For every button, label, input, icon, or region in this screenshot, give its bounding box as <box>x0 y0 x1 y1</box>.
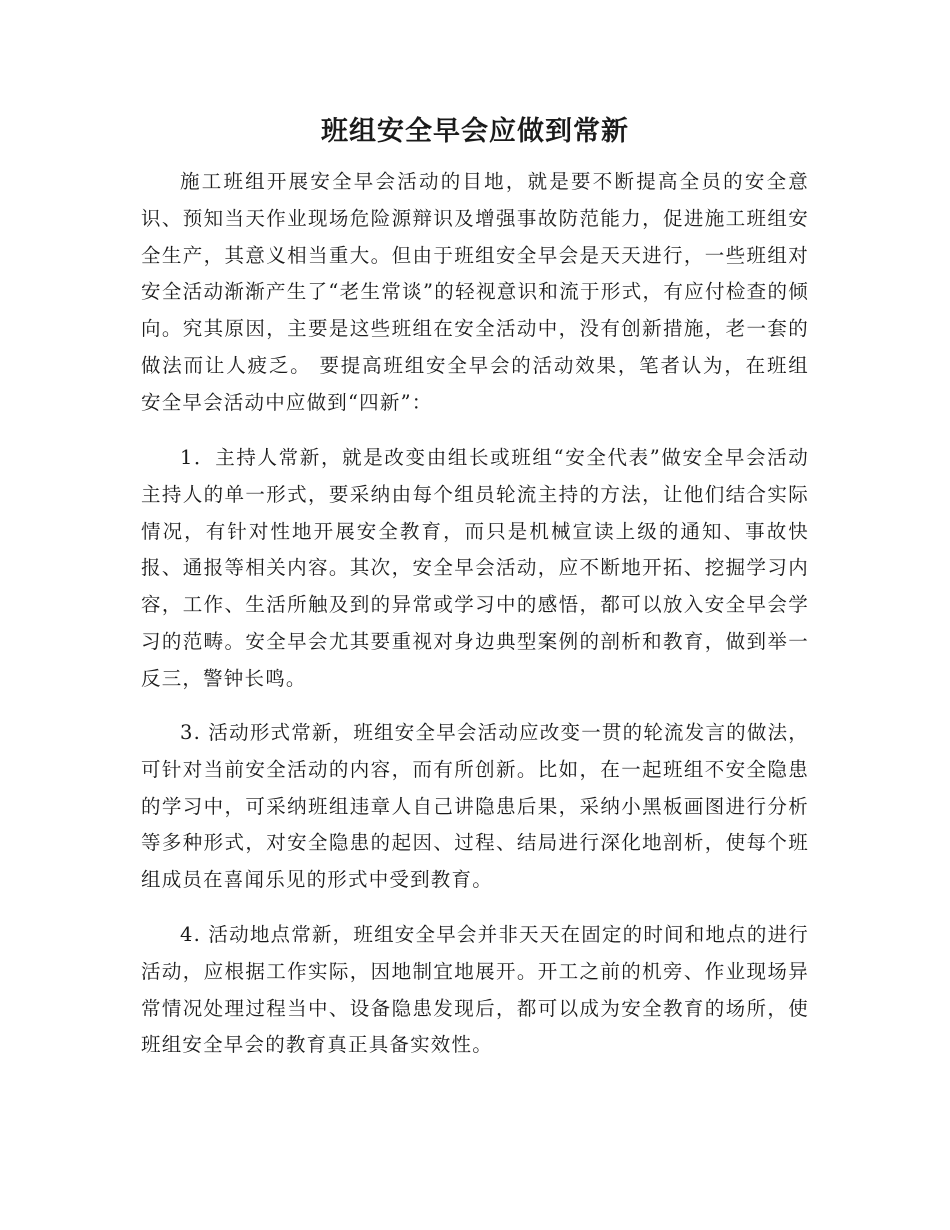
paragraph-point-4: 4. 活动地点常新，班组安全早会并非天天在固定的时间和地点的进行活动，应根据工作实际，因地制宜地展开。开工之前的机旁、作业现场异常情况处理过程当中、设备隐患发现后，都可以成为安全教育的场所，使班组安全早会的教育真正具备实效性。 <box>141 923 809 1057</box>
paragraph-point-1: 1．主持人常新，就是改变由组长或班组“安全代表”做安全早会活动主持人的单一形式，要采纳由每个组员轮流主持的方法，让他们结合实际情况，有针对性地开展安全教育，而只是机械宣读上级的通知、事故快报、通报等相关内容。其次，安全早会活动，应不断地开拓、挖掘学习内容，工作、生活所触及到的异常或学习中的感悟，都可以放入安全早会学习的范畴。安全早会尤其要重视对身边典型案例的剖析和教育，做到举一反三，警钟长鸣。 <box>141 446 809 690</box>
document-title: 班组安全早会应做到常新 <box>321 116 629 147</box>
paragraph-point-3: 3. 活动形式常新，班组安全早会活动应改变一贯的轮流发言的做法，可针对当前安全活动的内容，而有所创新。比如，在一起班组不安全隐患的学习中，可采纳班组违章人自己讲隐患后果，采纳小黑板画图进行分析等多种形式，对安全隐患的起因、过程、结局进行深化地剖析，使每个班组成员在喜闻乐见的形式中受到教育。 <box>141 721 809 892</box>
paragraph-intro: 施工班组开展安全早会活动的目地，就是要不断提高全员的安全意识、预知当天作业现场危险源辩识及增强事故防范能力，促进施工班组安全生产，其意义相当重大。但由于班组安全早会是天天进行，一些班组对安全活动渐渐产生了“老生常谈”的轻视意识和流于形式，有应付检查的倾向。究其原因，主要是这些班组在安全活动中，没有创新措施，老一套的做法而让人疲乏。 要提高班组安全早会的活动效果，笔者认为，在班组安全早会活动中应做到“四新”： <box>141 170 809 414</box>
